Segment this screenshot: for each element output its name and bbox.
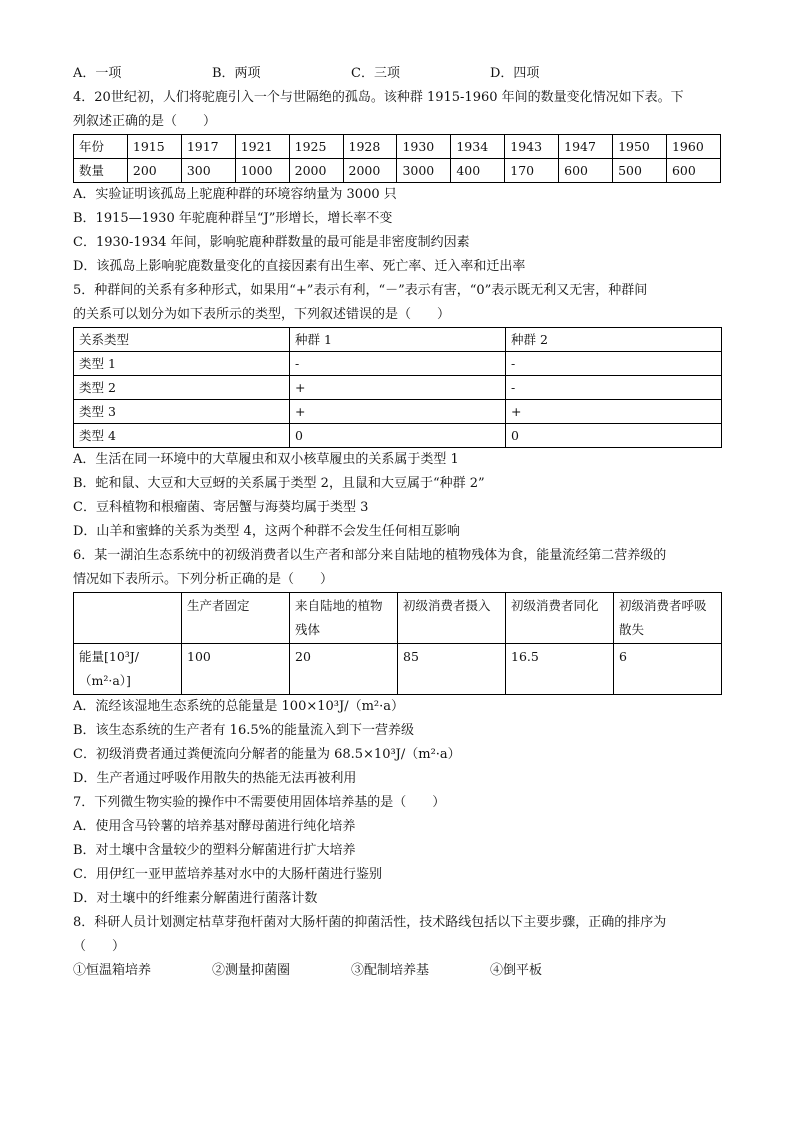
q5-option-d[interactable]: D．山羊和蜜蜂的关系为类型 4，这两个种群不会发生任何相互影响 xyxy=(73,524,460,539)
q8-stem-line2: （ ） xyxy=(73,939,126,954)
q8-step-4: ④倒平板 xyxy=(490,963,543,978)
q6-table xyxy=(73,592,722,695)
q4-option-a[interactable]: A．实验证明该孤岛上驼鹿种群的环境容纳量为 3000 只 xyxy=(73,187,397,202)
q5-stem-line2: 的关系可以划分为如下表所示的类型，下列叙述错误的是（ ） xyxy=(73,307,451,322)
q4-option-d[interactable]: D．该孤岛上影响驼鹿数量变化的直接因素有出生率、死亡率、迁入率和迁出率 xyxy=(73,259,526,274)
q5-table xyxy=(73,327,722,448)
q5-table-header xyxy=(74,328,722,352)
table-cell: + xyxy=(290,400,506,424)
table-cell: 1930 xyxy=(397,135,451,159)
q8-step-3: ③配制培养基 xyxy=(351,963,430,978)
q7-option-b[interactable]: B．对土壤中含量较少的塑料分解菌进行扩大培养 xyxy=(73,843,356,858)
table-cell: 1947 xyxy=(559,135,613,159)
table-cell xyxy=(74,593,182,644)
table-row xyxy=(74,424,722,448)
q5-stem-line1: 5．种群间的关系有多种形式，如果用“+”表示有利，“－”表示有害，“0”表示既无利又无害，种群间 xyxy=(73,283,648,298)
q6-option-b[interactable]: B．该生态系统的生产者有 16.5%的能量流入到下一营养级 xyxy=(73,723,414,738)
table-cell: 100 xyxy=(182,644,290,695)
table-cell: 类型 3 xyxy=(74,400,290,424)
table-cell: 1928 xyxy=(343,135,397,159)
q6-option-a[interactable]: A．流经该湿地生态系统的总能量是 100×10³J/（m²·a） xyxy=(73,699,404,714)
table-cell: 20 xyxy=(290,644,398,695)
q8-step-1: ①恒温箱培养 xyxy=(73,963,152,978)
table-cell: 1915 xyxy=(127,135,181,159)
q6-stem-line1: 6．某一湖泊生态系统中的初级消费者以生产者和部分来自陆地的植物残体为食，能量流经第二营养级的 xyxy=(73,548,667,563)
table-cell: 来自陆地的植物残体 xyxy=(290,593,398,644)
q5-option-a[interactable]: A．生活在同一环境中的大草履虫和双小核草履虫的关系属于类型 1 xyxy=(73,452,459,467)
table-cell: 关系类型 xyxy=(74,328,290,352)
table-row xyxy=(74,352,722,376)
table-cell: 170 xyxy=(505,159,559,183)
q7-option-d[interactable]: D．对土壤中的纤维素分解菌进行菌落计数 xyxy=(73,891,318,906)
table-cell: 600 xyxy=(666,159,720,183)
q3-option-b[interactable]: B．两项 xyxy=(212,66,261,81)
q4-stem-line1: 4．20世纪初，人们将驼鹿引入一个与世隔绝的孤岛。该种群 1915-1960 年间的数量变化情况如下表。下 xyxy=(73,90,684,105)
table-cell: 初级消费者同化 xyxy=(506,593,614,644)
table-cell: 类型 4 xyxy=(74,424,290,448)
table-cell: 类型 1 xyxy=(74,352,290,376)
table-cell: 0 xyxy=(506,424,722,448)
table-cell: 400 xyxy=(451,159,505,183)
table-row xyxy=(74,376,722,400)
table-cell: 1917 xyxy=(181,135,235,159)
q3-option-d[interactable]: D．四项 xyxy=(490,66,540,81)
table-cell: 3000 xyxy=(397,159,451,183)
q6-stem-line2: 情况如下表所示。下列分析正确的是（ ） xyxy=(73,572,334,587)
q7-option-a[interactable]: A．使用含马铃薯的培养基对酵母菌进行纯化培养 xyxy=(73,819,356,834)
q3-option-a[interactable]: A．一项 xyxy=(73,66,122,81)
energy-label-cell: 能量[10³J/（m²·a）] xyxy=(74,644,182,695)
table-cell: 200 xyxy=(127,159,181,183)
q6-option-d[interactable]: D．生产者通过呼吸作用散失的热能无法再被利用 xyxy=(73,771,357,786)
exam-page xyxy=(73,62,721,983)
q6-option-c[interactable]: C．初级消费者通过粪便流向分解者的能量为 68.5×10³J/（m²·a） xyxy=(73,747,461,762)
table-cell: 2000 xyxy=(289,159,343,183)
q8-step-2: ②测量抑菌圈 xyxy=(212,963,291,978)
table-cell: 1000 xyxy=(235,159,289,183)
q5-option-c[interactable]: C．豆科植物和根瘤菌、寄居蟹与海葵均属于类型 3 xyxy=(73,500,369,515)
q5-option-b[interactable]: B．蛇和鼠、大豆和大豆蚜的关系属于类型 2，且鼠和大豆属于“种群 2” xyxy=(73,476,485,491)
q8-steps xyxy=(73,959,721,983)
table-cell: 1950 xyxy=(613,135,667,159)
table-cell: 1921 xyxy=(235,135,289,159)
table-cell: 16.5 xyxy=(506,644,614,695)
table-cell: 数量 xyxy=(74,159,128,183)
q3-option-c[interactable]: C．三项 xyxy=(351,66,400,81)
q7-stem: 7．下列微生物实验的操作中不需要使用固体培养基的是（ ） xyxy=(73,795,446,810)
table-row xyxy=(74,400,722,424)
table-cell: - xyxy=(506,352,722,376)
q4-table-row-year xyxy=(74,135,721,159)
table-cell: 85 xyxy=(398,644,506,695)
q4-option-b[interactable]: B．1915—1930 年驼鹿种群呈“J”形增长，增长率不变 xyxy=(73,211,393,226)
table-cell: 初级消费者呼吸散失 xyxy=(614,593,722,644)
q4-option-c[interactable]: C．1930-1934 年间，影响驼鹿种群数量的最可能是非密度制约因素 xyxy=(73,235,470,250)
table-cell: 2000 xyxy=(343,159,397,183)
q8-stem-line1: 8．科研人员计划测定枯草芽孢杆菌对大肠杆菌的抑菌活性，技术路线包括以下主要步骤，正确的排序为 xyxy=(73,915,667,930)
table-cell: 类型 2 xyxy=(74,376,290,400)
table-cell: 300 xyxy=(181,159,235,183)
table-cell: - xyxy=(290,352,506,376)
table-cell: 6 xyxy=(614,644,722,695)
table-cell: 600 xyxy=(559,159,613,183)
table-cell: 1925 xyxy=(289,135,343,159)
table-cell: 种群 2 xyxy=(506,328,722,352)
q4-table xyxy=(73,134,721,183)
table-cell: 种群 1 xyxy=(290,328,506,352)
table-cell: + xyxy=(506,400,722,424)
table-cell: 1943 xyxy=(505,135,559,159)
table-cell: 初级消费者摄入 xyxy=(398,593,506,644)
table-cell: - xyxy=(506,376,722,400)
table-cell: 生产者固定 xyxy=(182,593,290,644)
q4-stem-line2: 列叙述正确的是（ ） xyxy=(73,114,217,129)
table-cell: 0 xyxy=(290,424,506,448)
q7-option-c[interactable]: C．用伊红一亚甲蓝培养基对水中的大肠杆菌进行鉴别 xyxy=(73,867,382,882)
table-cell: 年份 xyxy=(74,135,128,159)
q3-options xyxy=(73,62,721,86)
q6-table-header xyxy=(74,593,722,644)
table-cell: 1960 xyxy=(666,135,720,159)
table-cell: 500 xyxy=(613,159,667,183)
q4-table-row-count xyxy=(74,159,721,183)
table-cell: 1934 xyxy=(451,135,505,159)
table-cell: + xyxy=(290,376,506,400)
table-row xyxy=(74,644,722,695)
